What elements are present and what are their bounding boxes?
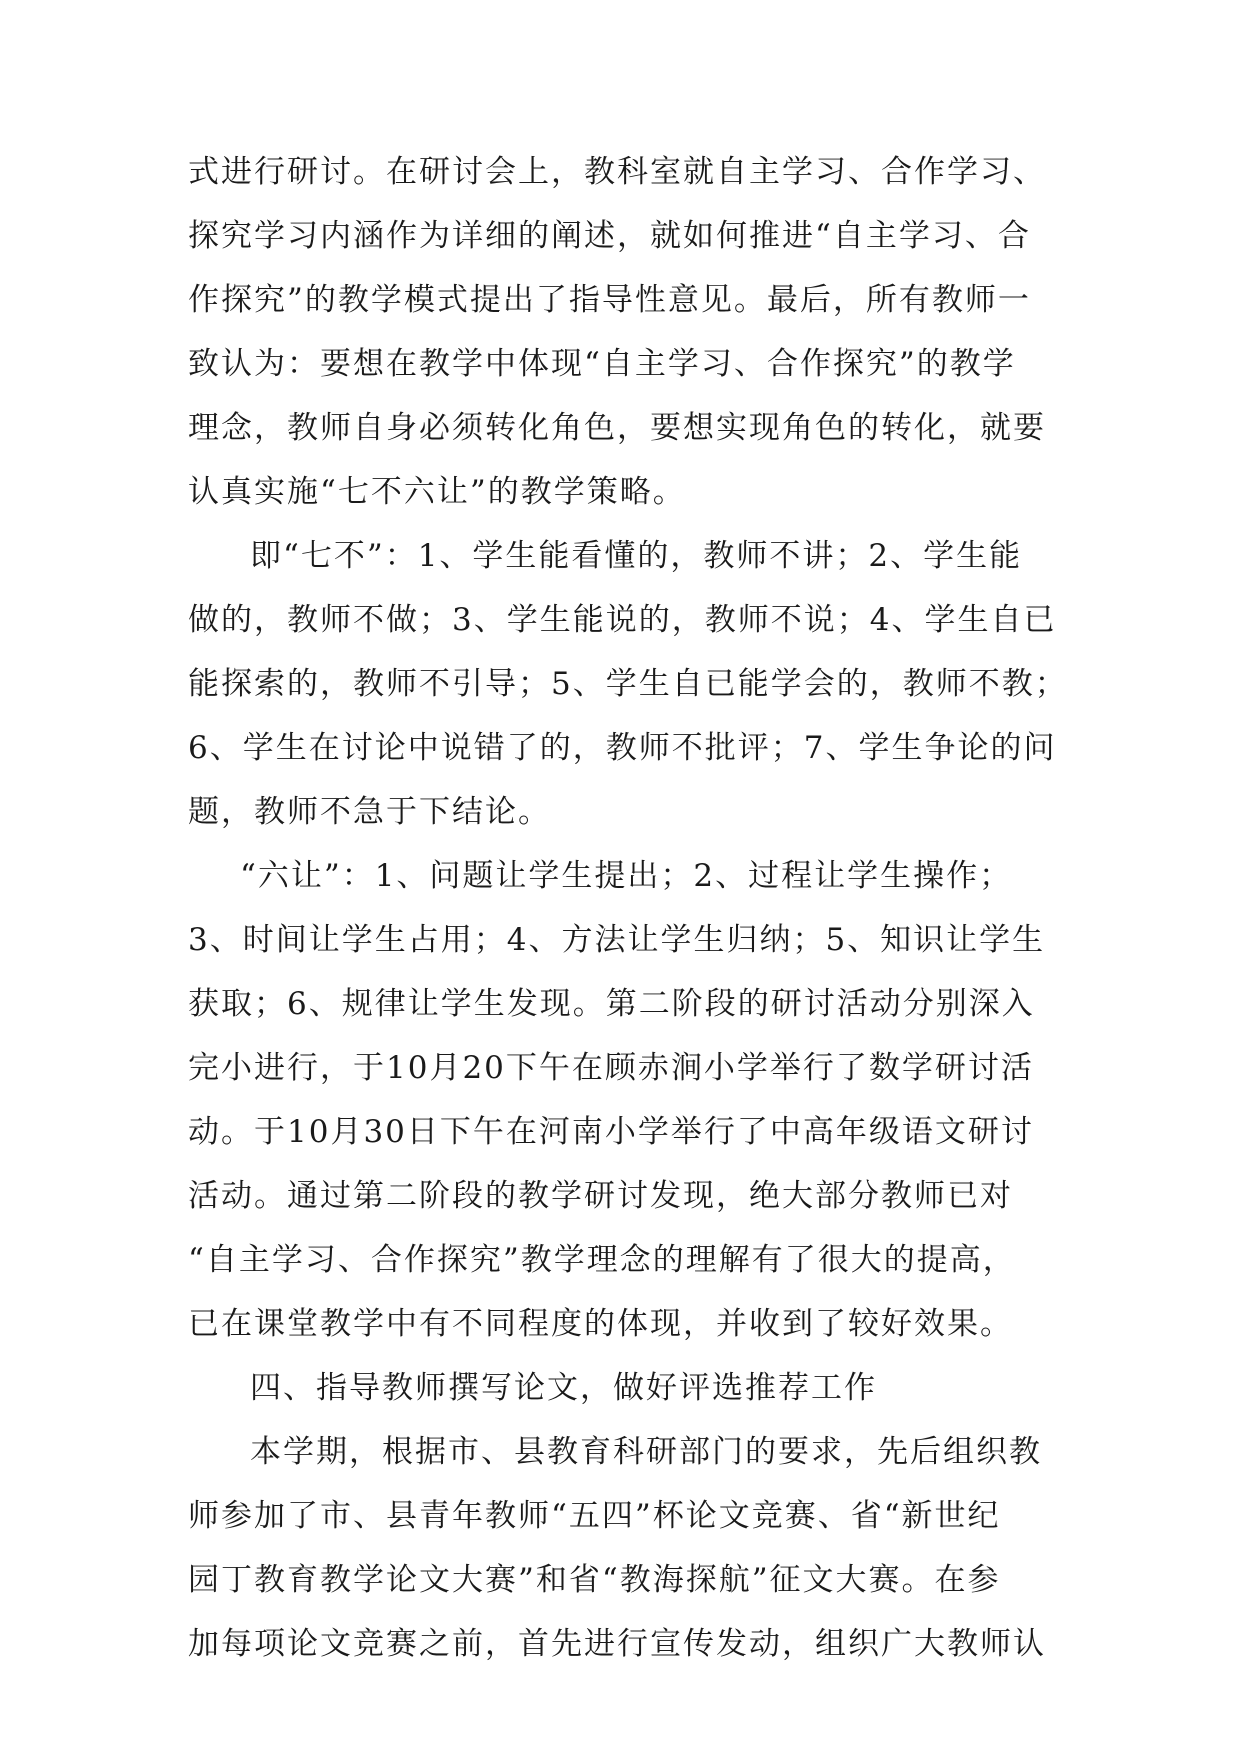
- text-line: 园丁教育教学论文大赛”和省“教海探航”征文大赛。在参: [188, 1562, 1001, 1598]
- text-line: “自主学习、合作探究”教学理念的理解有了很大的提高，: [188, 1242, 1016, 1278]
- text-line: 获取；6、规律让学生发现。第二阶段的研讨活动分别深入: [188, 986, 1035, 1022]
- text-line: 加每项论文竞赛之前，首先进行宣传发动，组织广大教师认: [188, 1626, 1046, 1662]
- paragraph-first-line: “六让”：1、问题让学生提出；2、过程让学生操作；: [240, 858, 1013, 894]
- text-line: 作探究”的教学模式提出了指导性意见。最后，所有教师一: [188, 282, 1031, 318]
- text-line: 动。于10月30日下午在河南小学举行了中高年级语文研讨: [188, 1114, 1034, 1150]
- paragraph-first-line: 本学期，根据市、县教育科研部门的要求，先后组织教: [250, 1434, 1042, 1470]
- text-line: 认真实施“七不六让”的教学策略。: [188, 474, 686, 510]
- text-line: 理念，教师自身必须转化角色，要想实现角色的转化，就要: [188, 410, 1046, 446]
- text-line: 完小进行，于10月20下午在顾赤涧小学举行了数学研讨活: [188, 1050, 1034, 1086]
- section-heading: 四、指导教师撰写论文，做好评选推荐工作: [250, 1370, 877, 1406]
- text-line: 6、学生在讨论中说错了的，教师不批评；7、学生争论的问: [188, 730, 1057, 766]
- text-line: 探究学习内涵作为详细的阐述，就如何推进“自主学习、合: [188, 218, 1031, 254]
- text-line: 活动。通过第二阶段的教学研讨发现，绝大部分教师已对: [188, 1178, 1013, 1214]
- text-line: 3、时间让学生占用；4、方法让学生归纳；5、知识让学生: [188, 922, 1046, 958]
- paragraph-first-line: 即“七不”：1、学生能看懂的，教师不讲；2、学生能: [250, 538, 1023, 574]
- text-line: 师参加了市、县青年教师“五四”杯论文竞赛、省“新世纪: [188, 1498, 1001, 1534]
- text-line: 已在课堂教学中有不同程度的体现，并收到了较好效果。: [188, 1306, 1013, 1342]
- text-line: 题，教师不急于下结论。: [188, 794, 551, 830]
- text-line: 做的，教师不做；3、学生能说的，教师不说；4、学生自已: [188, 602, 1057, 638]
- text-line: 致认为：要想在教学中体现“自主学习、合作探究”的教学: [188, 346, 1016, 382]
- text-line: 能探索的，教师不引导；5、学生自已能学会的，教师不教；: [188, 666, 1068, 702]
- text-line: 式进行研讨。在研讨会上，教科室就自主学习、合作学习、: [188, 154, 1046, 190]
